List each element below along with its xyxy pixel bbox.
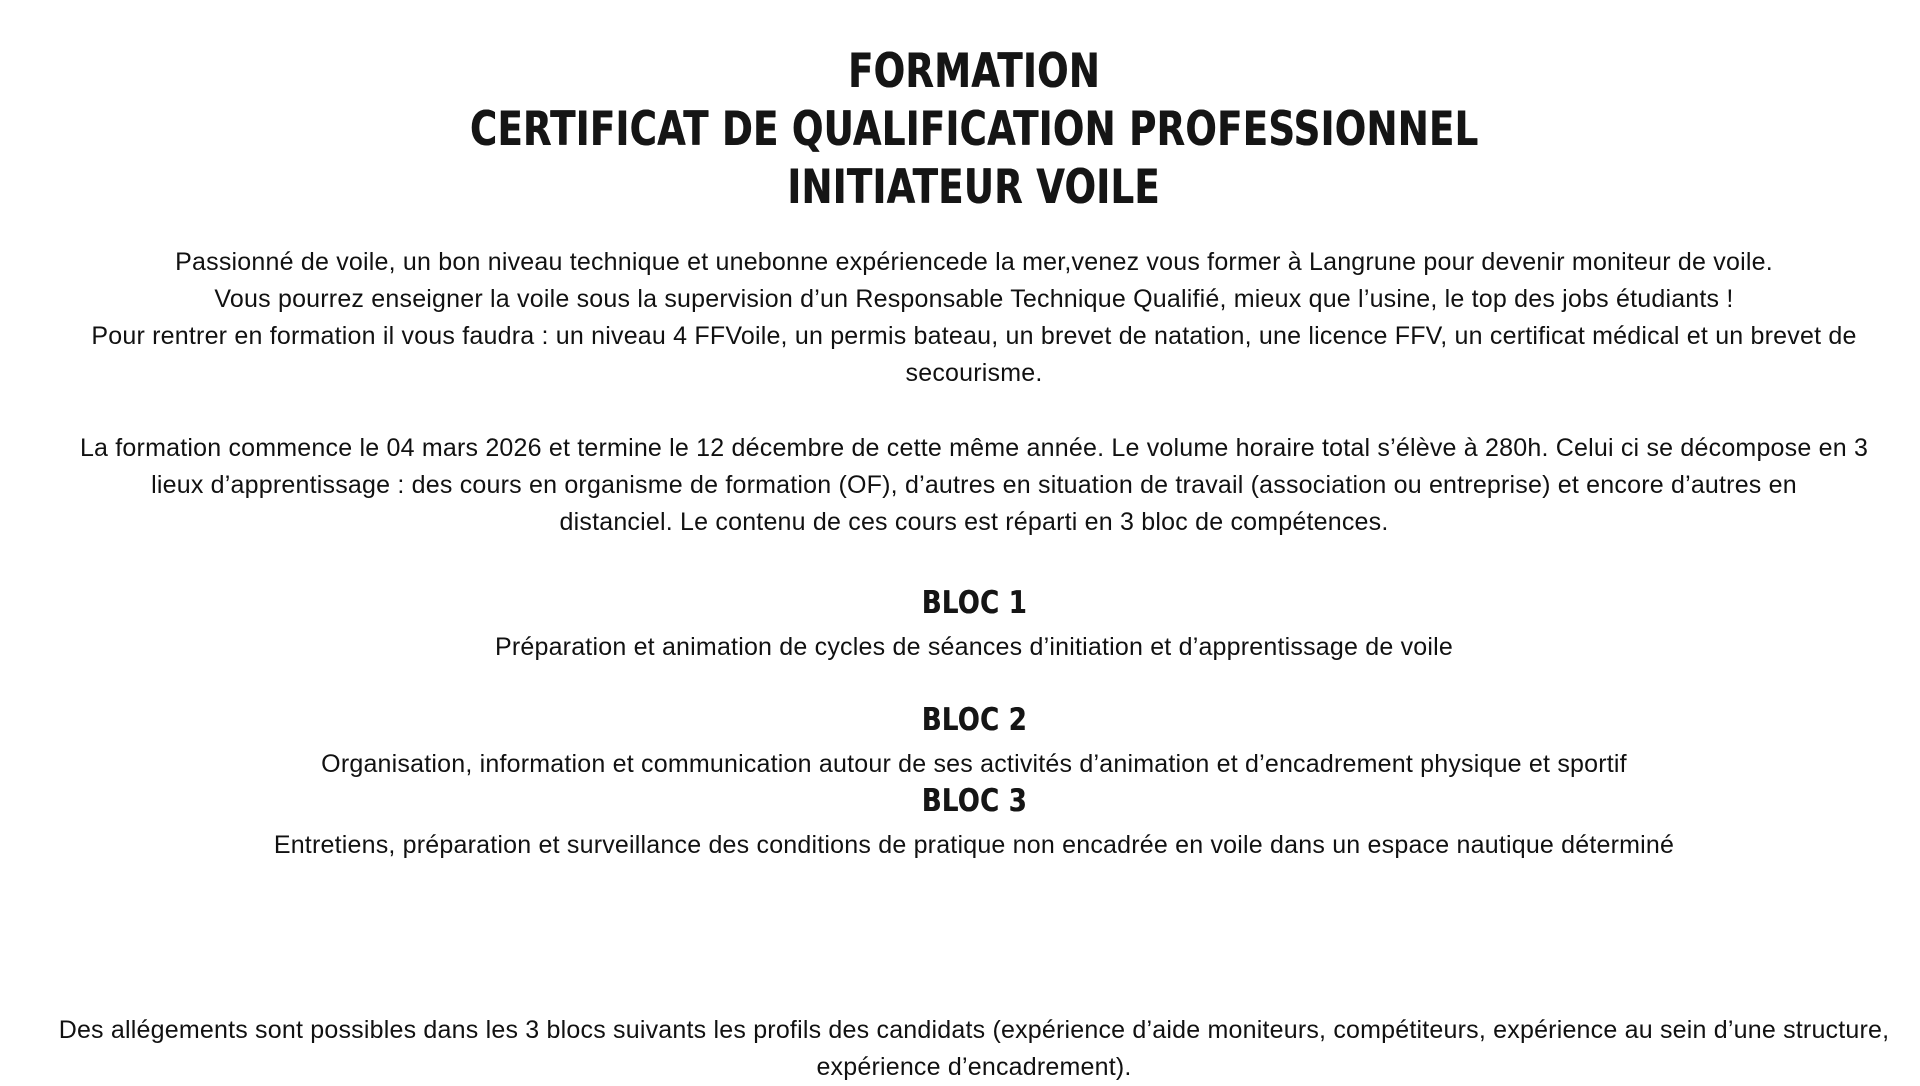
bloc-1-description: Préparation et animation de cycles de séances d’initiation et d’apprentissage de voile — [494, 633, 1454, 661]
page-title — [14, 44, 1920, 222]
allegements-line: expérience d’encadrement). — [816, 1053, 1132, 1081]
bloc-1-section — [14, 585, 1920, 666]
bloc-3-heading-text: BLOC 3 — [921, 783, 1027, 819]
formation-document — [14, 0, 1920, 1086]
title-line-initiateur-voile — [14, 160, 1920, 222]
bloc-2-section — [14, 702, 1920, 783]
bloc-2-description: Organisation, information et communication autour de ses activités d’animation et d’encadrement physique et sportif — [321, 750, 1627, 778]
allegements-paragraph — [14, 1012, 1920, 1086]
bloc-1-heading — [14, 585, 1920, 621]
bloc-1-heading-text: BLOC 1 — [921, 585, 1027, 621]
title-line-initiateur-voile-text: INITIATEUR VOILE — [787, 160, 1161, 215]
intro-line: Vous pourrez enseigner la voile sous la supervision d’un Responsable Technique Qualifié, mieux que l’usine, le top des jobs étudiants ! — [214, 285, 1734, 313]
schedule-line: La formation commence le 04 mars 2026 et termine le 12 décembre de cette même année. Le volume horaire total s’élève à 280h. Celui ci se décompose en 3 — [79, 434, 1869, 462]
schedule-line: lieux d’apprentissage : des cours en organisme de formation (OF), d’autres en situation de travail (association ou entreprise) et encore d’autres en — [151, 471, 1797, 499]
bloc-2-heading-text: BLOC 2 — [921, 702, 1027, 738]
intro-paragraph — [14, 244, 1920, 392]
intro-line: secourisme. — [905, 359, 1043, 387]
title-line-certificat-text: CERTIFICAT DE QUALIFICATION PROFESSIONNEL — [469, 102, 1479, 157]
allegements-line: Des allégements sont possibles dans les 3 blocs suivants les profils des candidats (expérience d’aide moniteurs, compétiteurs, expérience au sein d’une structure, — [58, 1016, 1890, 1044]
bloc-3-description: Entretiens, préparation et surveillance des conditions de pratique non encadrée en voile dans un espace nautique déterminé — [273, 831, 1675, 859]
intro-line: Passionné de voile, un bon niveau technique et unebonne expériencede la mer,venez vous former à Langrune pour devenir moniteur de voile. — [175, 248, 1773, 276]
bloc-3-section — [14, 783, 1920, 864]
bloc-3-heading — [14, 783, 1920, 819]
title-line-formation-text: FORMATION — [847, 44, 1101, 99]
schedule-paragraph — [14, 430, 1920, 541]
schedule-line: distanciel. Le contenu de ces cours est réparti en 3 bloc de compétences. — [559, 508, 1389, 536]
intro-line: Pour rentrer en formation il vous faudra : un niveau 4 FFVoile, un permis bateau, un brevet de natation, une licence FFV, un certificat médical et un brevet de — [91, 322, 1857, 350]
bloc-2-heading — [14, 702, 1920, 738]
